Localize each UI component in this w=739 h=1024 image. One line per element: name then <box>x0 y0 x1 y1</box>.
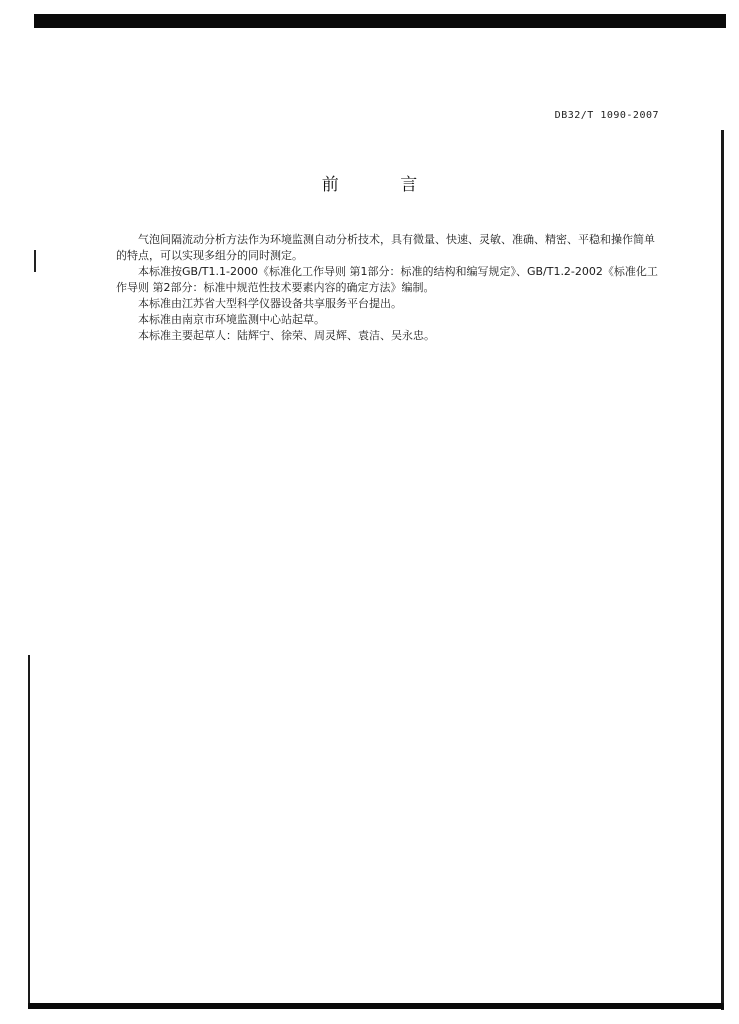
page-title: 前 言 <box>321 175 446 195</box>
paragraph-method-description: 气泡间隔流动分析方法作为环境监测自动分析技术，具有微量、快速、灵敏、准确、精密、平稳和操作简单的特点，可以实现多组分的同时测定。 <box>116 233 655 262</box>
foreword-body <box>116 232 661 344</box>
scan-top-border <box>34 14 726 28</box>
scan-right-edge <box>721 130 724 1010</box>
scan-left-edge <box>28 655 30 1005</box>
paragraph-drafting-rules: 本标准按GB/T1.1-2000《标准化工作导则 第1部分：标准的结构和编写规定》、GB/T1.2-2002《标准化工作导则 第2部分：标准中规范性技术要素内容的确定方法》编制。 <box>116 265 658 294</box>
paragraph-proposer: 本标准由江苏省大型科学仪器设备共享服务平台提出。 <box>138 297 402 310</box>
scan-bottom-border <box>28 1003 724 1009</box>
paragraph-drafters: 本标准主要起草人：陆辉宁、徐荣、周灵辉、袁洁、吴永忠。 <box>138 329 435 342</box>
paragraph-drafting-unit: 本标准由南京市环境监测中心站起草。 <box>138 313 325 326</box>
document-code: DB32/T 1090-2007 <box>554 110 659 121</box>
scan-left-mark <box>34 250 36 272</box>
